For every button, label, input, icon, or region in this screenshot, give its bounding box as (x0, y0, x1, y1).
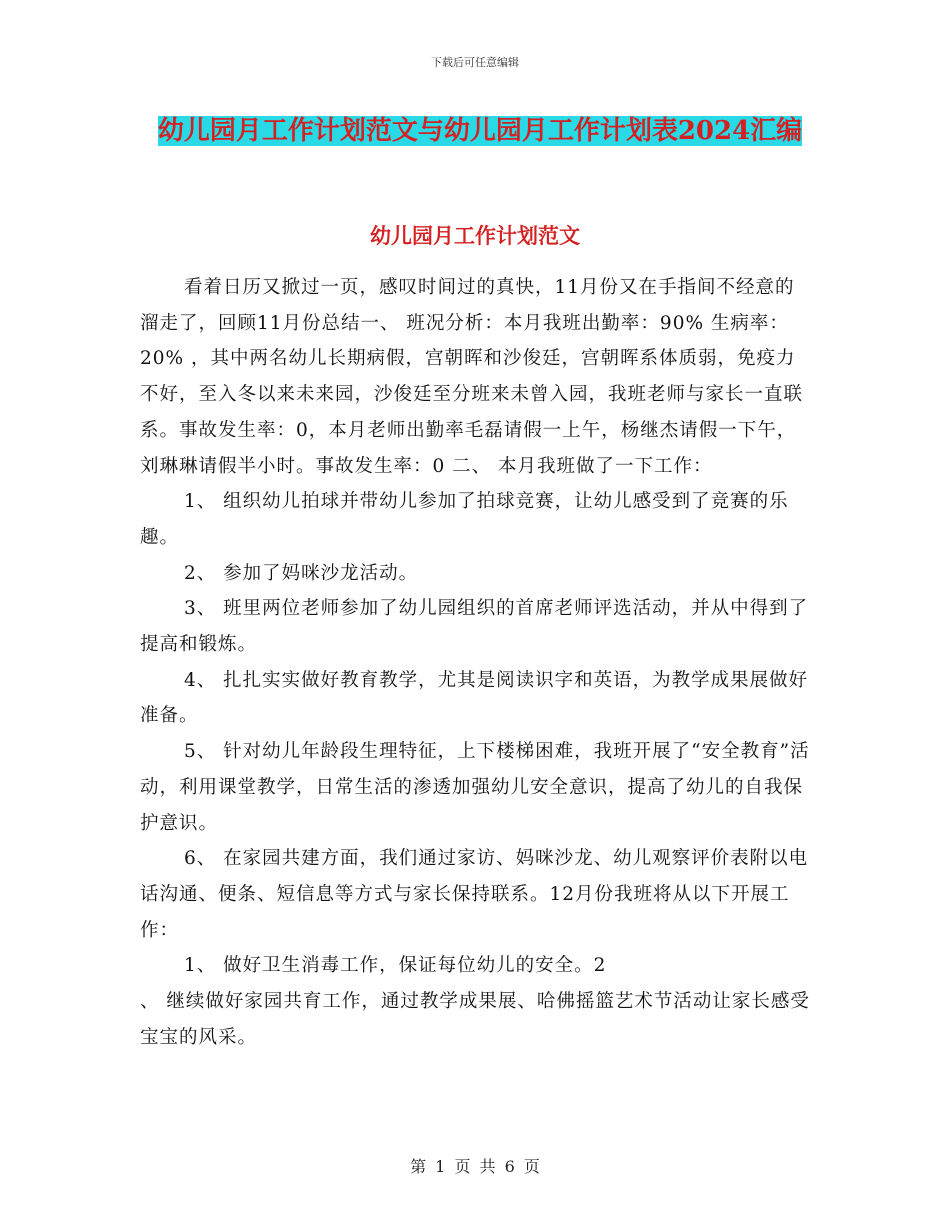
header-note: 下载后可任意编辑 (431, 56, 519, 69)
document-title-text: 幼儿园月工作计划范文与幼儿园月工作计划表2024汇编 (157, 116, 803, 146)
paragraph: 、 继续做好家园共育工作，通过教学成果展、哈佛摇篮艺术节活动让家长感受宝宝的风采。 (140, 991, 810, 1048)
paragraph: 5、 针对幼儿年龄段生理特征，上下楼梯困难，我班开展了“安全教育”活动，利用课堂教学，日常生活的渗透加强幼儿安全意识，提高了幼儿的自我保护意识。 (140, 741, 810, 834)
document-title (140, 108, 820, 154)
paragraph: 6、 在家园共建方面，我们通过家访、妈咪沙龙、幼儿观察评价表附以电话沟通、便条、短信息等方式与家长保持联系。12月份我班将从以下开展工作： (140, 848, 809, 941)
document-body (140, 270, 810, 1055)
paragraph: 2、 参加了妈咪沙龙活动。 (184, 562, 419, 584)
paragraph: 看着日历又掀过一页，感叹时间过的真快，11月份又在手指间不经意的溜走了，回顾11月份总结一、 班况分析：本月我班出勤率：90% 生病率：20% ，其中两名幼儿长期病假，宫朝晖和沙俊廷，宫朝晖系体质弱，免疫力不好，至入冬以来未来园，沙俊廷至分班来未曾入园，我班老师与家长一直联系。事故发生率：0，本月老师出勤率毛磊请假一上午，杨继杰请假一下午，刘琳琳请假半小时。事故发生率：0 二、 本月我班做了一下工作： (140, 277, 804, 477)
paragraph: 1、 做好卫生消毒工作，保证每位幼儿的安全。2 (184, 955, 607, 977)
paragraph: 1、 组织幼儿拍球并带幼儿参加了拍球竞赛，让幼儿感受到了竞赛的乐趣。 (140, 491, 789, 548)
page-footer: 第 1 页 共 6 页 (410, 1157, 540, 1176)
paragraph: 3、 班里两位老师参加了幼儿园组织的首席老师评选活动，并从中得到了提高和锻炼。 (140, 598, 809, 656)
paragraph: 4、 扎扎实实做好教育教学，尤其是阅读识字和英语，为教学成果展做好准备。 (140, 669, 809, 727)
section-title: 幼儿园月工作计划范文 (370, 223, 580, 248)
